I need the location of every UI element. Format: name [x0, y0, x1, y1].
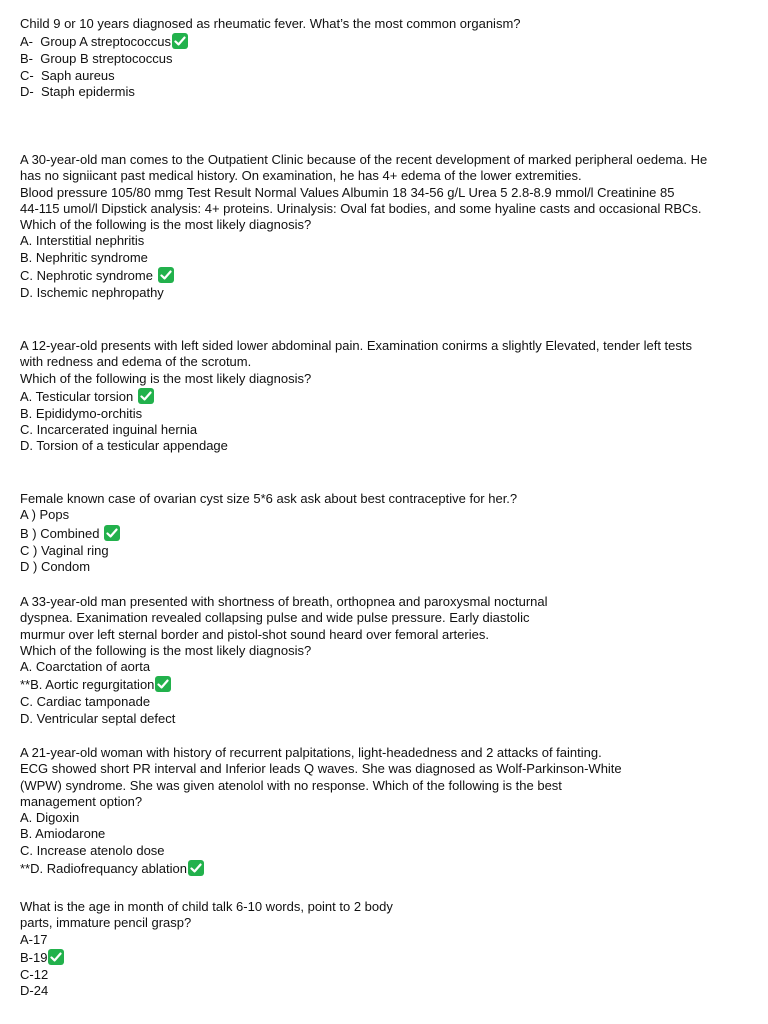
question-stem-line: murmur over left sternal border and pistol-shot sound heard over femoral arteries.	[20, 626, 489, 642]
question-stem-line: has no signiicant past medical history. On examination, he has 4+ edema of the lower extremities.	[20, 168, 582, 184]
question-stem-line: with redness and edema of the scrotum.	[20, 354, 252, 370]
answer-option-text: A. Interstitial nephritis	[20, 233, 145, 249]
question-block	[20, 594, 750, 727]
question-stem-line: Child 9 or 10 years diagnosed as rheumatic fever. What’s the most common organism?	[20, 16, 521, 31]
answer-option-text: D ) Condom	[20, 558, 91, 574]
answer-option	[20, 843, 750, 859]
answer-option-text: A. Digoxin	[20, 810, 80, 826]
answer-option	[20, 659, 750, 675]
question-block	[20, 338, 750, 455]
question-block	[20, 16, 750, 100]
answer-option	[20, 422, 750, 438]
answer-option-text: D-24	[20, 983, 49, 999]
question-stem-line: A 30-year-old man comes to the Outpatient Clinic because of the recent development of marked peripheral oedema. He	[20, 152, 708, 167]
answer-option-text: B. Epididymo-orchitis	[20, 405, 143, 421]
check-mark-icon	[172, 33, 188, 49]
answer-option-text: C. Nephrotic syndrome	[20, 268, 157, 284]
answer-option-text: B. Amiodarone	[20, 826, 106, 842]
question-stem-line: management option?	[20, 793, 143, 809]
check-mark-icon	[48, 949, 64, 965]
question-stem-line: parts, immature pencil grasp?	[20, 915, 192, 931]
answer-option-text: C-12	[20, 966, 49, 982]
answer-option	[20, 543, 750, 559]
answer-option-text: C. Increase atenolo dose	[20, 842, 165, 858]
answer-option-correct	[20, 948, 750, 967]
answer-option-correct	[20, 266, 750, 285]
answer-option	[20, 507, 750, 523]
check-mark-icon	[155, 676, 171, 692]
answer-option	[20, 250, 750, 266]
answer-option-text: B-19	[20, 949, 48, 965]
answer-option-text: **B. Aortic regurgitation	[20, 677, 155, 693]
check-mark-icon	[158, 267, 174, 283]
question-stem-line: ECG showed short PR interval and Inferior leads Q waves. She was diagnosed as Wolf-Parkinson-White	[20, 761, 622, 777]
answer-option	[20, 406, 750, 422]
check-mark-icon	[188, 860, 204, 876]
check-mark-icon	[104, 525, 120, 541]
question-stem-line: A 12-year-old presents with left sided lower abdominal pain. Examination conirms a slightly Elevated, tender left tests	[20, 338, 693, 353]
question-stem-line: A 33-year-old man presented with shortness of breath, orthopnea and paroxysmal nocturnal	[20, 594, 548, 609]
answer-option-correct	[20, 675, 750, 694]
answer-option	[20, 810, 750, 826]
question-block	[20, 152, 750, 301]
question-block	[20, 491, 750, 575]
answer-option	[20, 285, 750, 301]
answer-option	[20, 694, 750, 710]
answer-option	[20, 932, 750, 948]
question-stem-line: What is the age in month of child talk 6-10 words, point to 2 body	[20, 899, 393, 914]
question-stem-line: Which of the following is the most likely diagnosis?	[20, 370, 312, 386]
answer-option-text: B- Group B streptococcus	[20, 51, 173, 67]
answer-option-text: C- Saph aureus	[20, 67, 115, 83]
answer-option-text: A-17	[20, 931, 48, 947]
answer-option-text: C. Incarcerated inguinal hernia	[20, 422, 198, 438]
question-stem-line: A 21-year-old woman with history of recurrent palpitations, light-headedness and 2 attacks of fainting.	[20, 745, 602, 760]
answer-option	[20, 711, 750, 727]
answer-option-text: A. Coarctation of aorta	[20, 659, 151, 675]
answer-option-correct	[20, 387, 750, 406]
answer-option-correct	[20, 524, 750, 543]
answer-option	[20, 68, 750, 84]
answer-option-text: A. Testicular torsion	[20, 388, 137, 404]
answer-option	[20, 438, 750, 454]
answer-option-text: D- Staph epidermis	[20, 83, 135, 99]
answer-option	[20, 826, 750, 842]
answer-option	[20, 967, 750, 983]
answer-option-text: **D. Radiofrequancy ablation	[20, 861, 187, 877]
answer-option-text: C. Cardiac tamponade	[20, 694, 151, 710]
check-mark-icon	[138, 388, 154, 404]
question-stem-line: Which of the following is the most likely diagnosis?	[20, 642, 312, 658]
question-block	[20, 745, 750, 878]
answer-option-correct	[20, 859, 750, 878]
answer-option	[20, 559, 750, 575]
answer-option-text: B. Nephritic syndrome	[20, 249, 148, 265]
answer-option	[20, 983, 750, 999]
answer-option-text: D. Torsion of a testicular appendage	[20, 438, 228, 454]
answer-option-text: A- Group A streptococcus	[20, 34, 172, 50]
answer-option	[20, 51, 750, 67]
question-stem-line: Which of the following is the most likely diagnosis?	[20, 217, 312, 233]
question-stem-line: 44-115 umol/l Dipstick analysis: 4+ proteins. Urinalysis: Oval fat bodies, and some hyaline casts and occasional RBCs.	[20, 200, 702, 216]
question-stem-line: dyspnea. Exanimation revealed collapsing pulse and wide pulse pressure. Early diastolic	[20, 610, 530, 626]
answer-option	[20, 84, 750, 100]
question-stem-line: (WPW) syndrome. She was given atenolol with no response. Which of the following is the best	[20, 777, 562, 793]
answer-option-text: B ) Combined	[20, 525, 104, 541]
question-block	[20, 899, 750, 999]
answer-option-text: D. Ventricular septal defect	[20, 710, 176, 726]
answer-option-text: A ) Pops	[20, 507, 70, 523]
answer-option	[20, 233, 750, 249]
answer-option-text: C ) Vaginal ring	[20, 542, 109, 558]
answer-option-correct	[20, 32, 750, 51]
question-stem-line: Blood pressure 105/80 mmg Test Result Normal Values Albumin 18 34-56 g/L Urea 5 2.8-8.9 mmol/l Creatinine 85	[20, 184, 675, 200]
answer-option-text: D. Ischemic nephropathy	[20, 285, 164, 301]
question-stem-line: Female known case of ovarian cyst size 5*6 ask ask about best contraceptive for her.?	[20, 491, 518, 506]
